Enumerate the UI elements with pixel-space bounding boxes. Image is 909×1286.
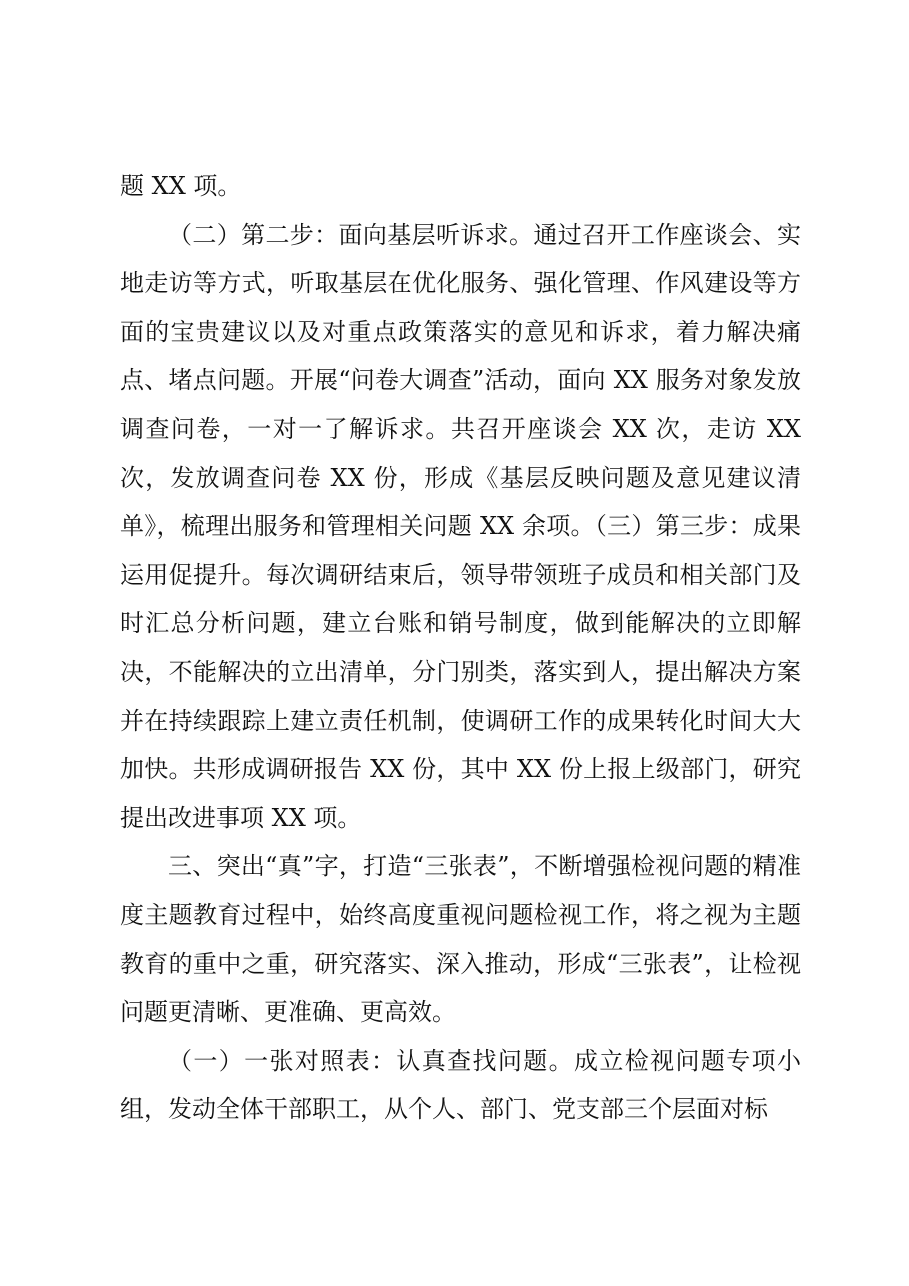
paragraph-step-two-three: （二）第二步：面向基层听诉求。通过召开工作座谈会、实地走访等方式，听取基层在优化服务、强化管理、作风建设等方面的宝贵建议以及对重点政策落实的意见和诉求，着力解决痛点、堵点问题。开展“问卷大调查”活动，面向 XX 服务对象发放调查问卷，一对一了解诉求。共召开座谈会 XX 次，走访 XX 次，发放调查问卷 XX 份，形成《基层反映问题及意见建议清单》，梳理出服务和管理相关问题 XX 余项。（三）第三步：成果运用促提升。每次调研结束后，领导带领班子成员和相关部门及时汇总分析问题，建立台账和销号制度，做到能解决的立即解决，不能解决的立出清单，分门别类，落实到人，提出解决方案并在持续跟踪上建立责任机制，使调研工作的成果转化时间大大加快。共形成调研报告 XX 份，其中 XX 份上报上级部门，研究提出改进事项 XX 项。 [120, 220, 801, 832]
document-body [120, 162, 801, 1134]
paragraph-continuation: 题 XX 项。 [120, 172, 242, 200]
paragraph-comparison-table: （一）一张对照表：认真查找问题。成立检视问题专项小组，发动全体干部职工，从个人、部门、党支部三个层面对标 [120, 1046, 801, 1124]
paragraph-section-three-heading: 三、突出“真”字，打造“三张表”，不断增强检视问题的精准度主题教育过程中，始终高度重视问题检视工作，将之视为主题教育的重中之重，研究落实、深入推动，形成“三张表”，让检视问题更清晰、更准确、更高效。 [120, 852, 801, 1027]
